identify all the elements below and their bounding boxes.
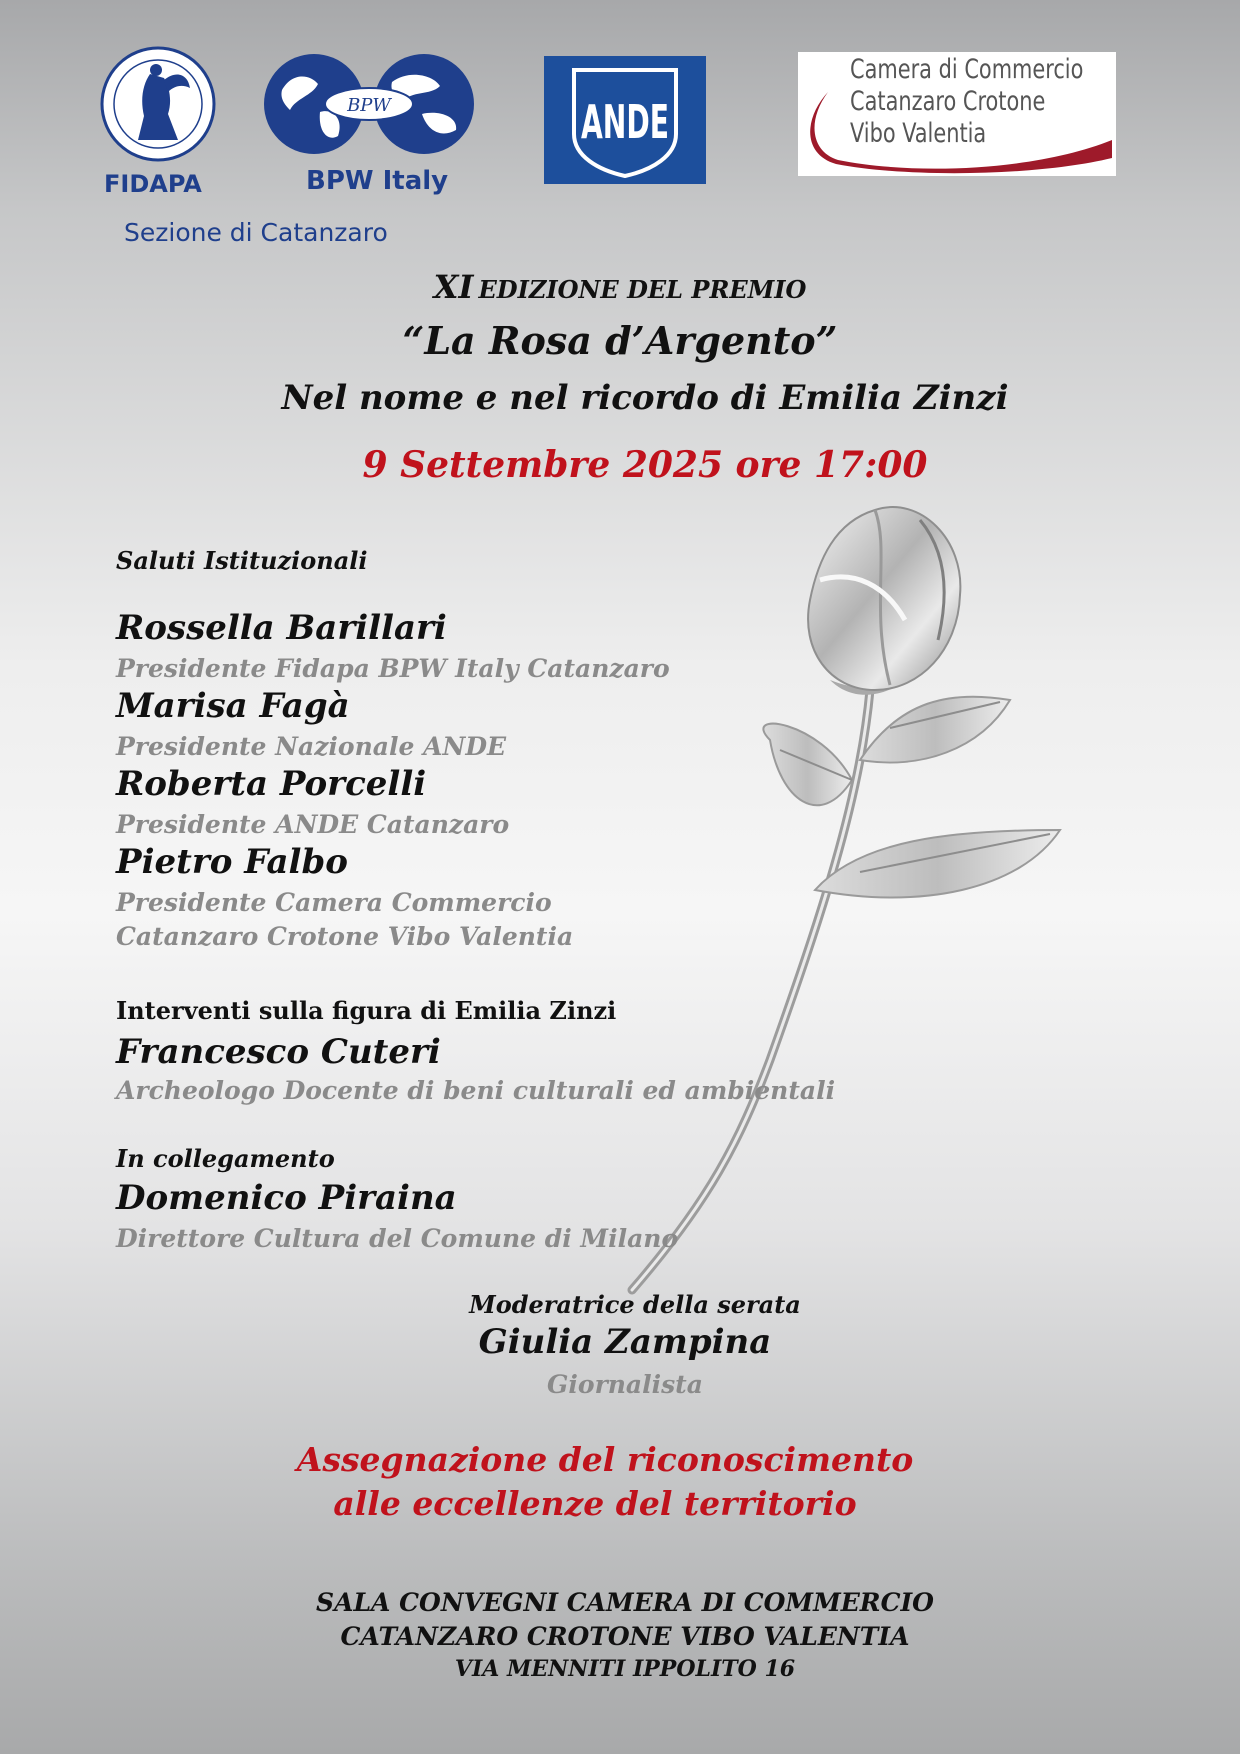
speaker-role-piraina: Direttore Cultura del Comune di Milano <box>116 1224 679 1253</box>
assegnazione-line-2: alle eccellenze del territorio <box>333 1484 857 1523</box>
speaker-role-porcelli: Presidente ANDE Catanzaro <box>116 810 510 839</box>
edition-heading <box>0 268 1240 306</box>
bpw-globes-icon <box>262 52 476 156</box>
edition-prefix: XI <box>433 268 474 306</box>
speaker-role-falbo-2: Catanzaro Crotone Vibo Valentia <box>116 922 574 951</box>
camera-line-2: Catanzaro Crotone <box>850 86 1046 117</box>
assegnazione-line-1: Assegnazione del riconoscimento <box>296 1440 914 1479</box>
event-date: 9 Settembre 2025 ore 17:00 <box>362 444 928 486</box>
fidapa-emblem-icon <box>98 44 218 164</box>
venue-line-3: VIA MENNITI IPPOLITO 16 <box>454 1656 796 1682</box>
camera-commercio-logo <box>798 52 1116 176</box>
event-subtitle: Nel nome e nel ricordo di Emilia Zinzi <box>281 378 1009 418</box>
speaker-name-porcelli: Roberta Porcelli <box>116 764 427 804</box>
moderatrice-role: Giornalista <box>547 1370 703 1399</box>
speaker-role-barillari: Presidente Fidapa BPW Italy Catanzaro <box>116 654 670 683</box>
venue-line-2: CATANZARO CROTONE VIBO VALENTIA <box>340 1622 910 1651</box>
speaker-name-falbo: Pietro Falbo <box>116 842 348 882</box>
bpw-label: BPW Italy <box>306 166 449 196</box>
ande-mark-text: ANDE <box>581 95 669 149</box>
speaker-name-cuteri: Francesco Cuteri <box>116 1032 441 1072</box>
speaker-role-cuteri: Archeologo Docente di beni culturali ed ambientali <box>116 1076 836 1105</box>
edition-rest: EDIZIONE DEL PREMIO <box>478 275 807 304</box>
camera-line-1: Camera di Commercio <box>850 54 1084 85</box>
speaker-role-faga: Presidente Nazionale ANDE <box>116 732 507 761</box>
interventi-label: Interventi sulla figura di Emilia Zinzi <box>116 996 617 1025</box>
venue-line-1: SALA CONVEGNI CAMERA DI COMMERCIO <box>316 1588 934 1617</box>
fidapa-label: FIDAPA <box>104 170 202 198</box>
moderatrice-label: Moderatrice della serata <box>469 1290 801 1319</box>
speaker-name-barillari: Rossella Barillari <box>116 608 447 648</box>
ande-shield-icon <box>544 56 706 184</box>
moderatrice-name: Giulia Zampina <box>478 1322 772 1362</box>
fidapa-logo <box>98 44 218 164</box>
speaker-role-falbo: Presidente Camera Commercio <box>116 888 552 917</box>
ande-logo <box>544 56 706 184</box>
event-title: “La Rosa d’Argento” <box>402 318 838 363</box>
saluti-label: Saluti Istituzionali <box>116 546 368 575</box>
collegamento-label: In collegamento <box>116 1144 335 1173</box>
speaker-name-piraina: Domenico Piraina <box>116 1178 457 1218</box>
silver-rose-icon <box>620 500 1080 1300</box>
bpw-logo <box>262 52 476 156</box>
camera-line-3: Vibo Valentia <box>850 118 987 149</box>
bpw-emblem-text: BPW <box>347 95 391 116</box>
speaker-name-faga: Marisa Fagà <box>116 686 350 726</box>
sezione-label: Sezione di Catanzaro <box>124 218 388 247</box>
